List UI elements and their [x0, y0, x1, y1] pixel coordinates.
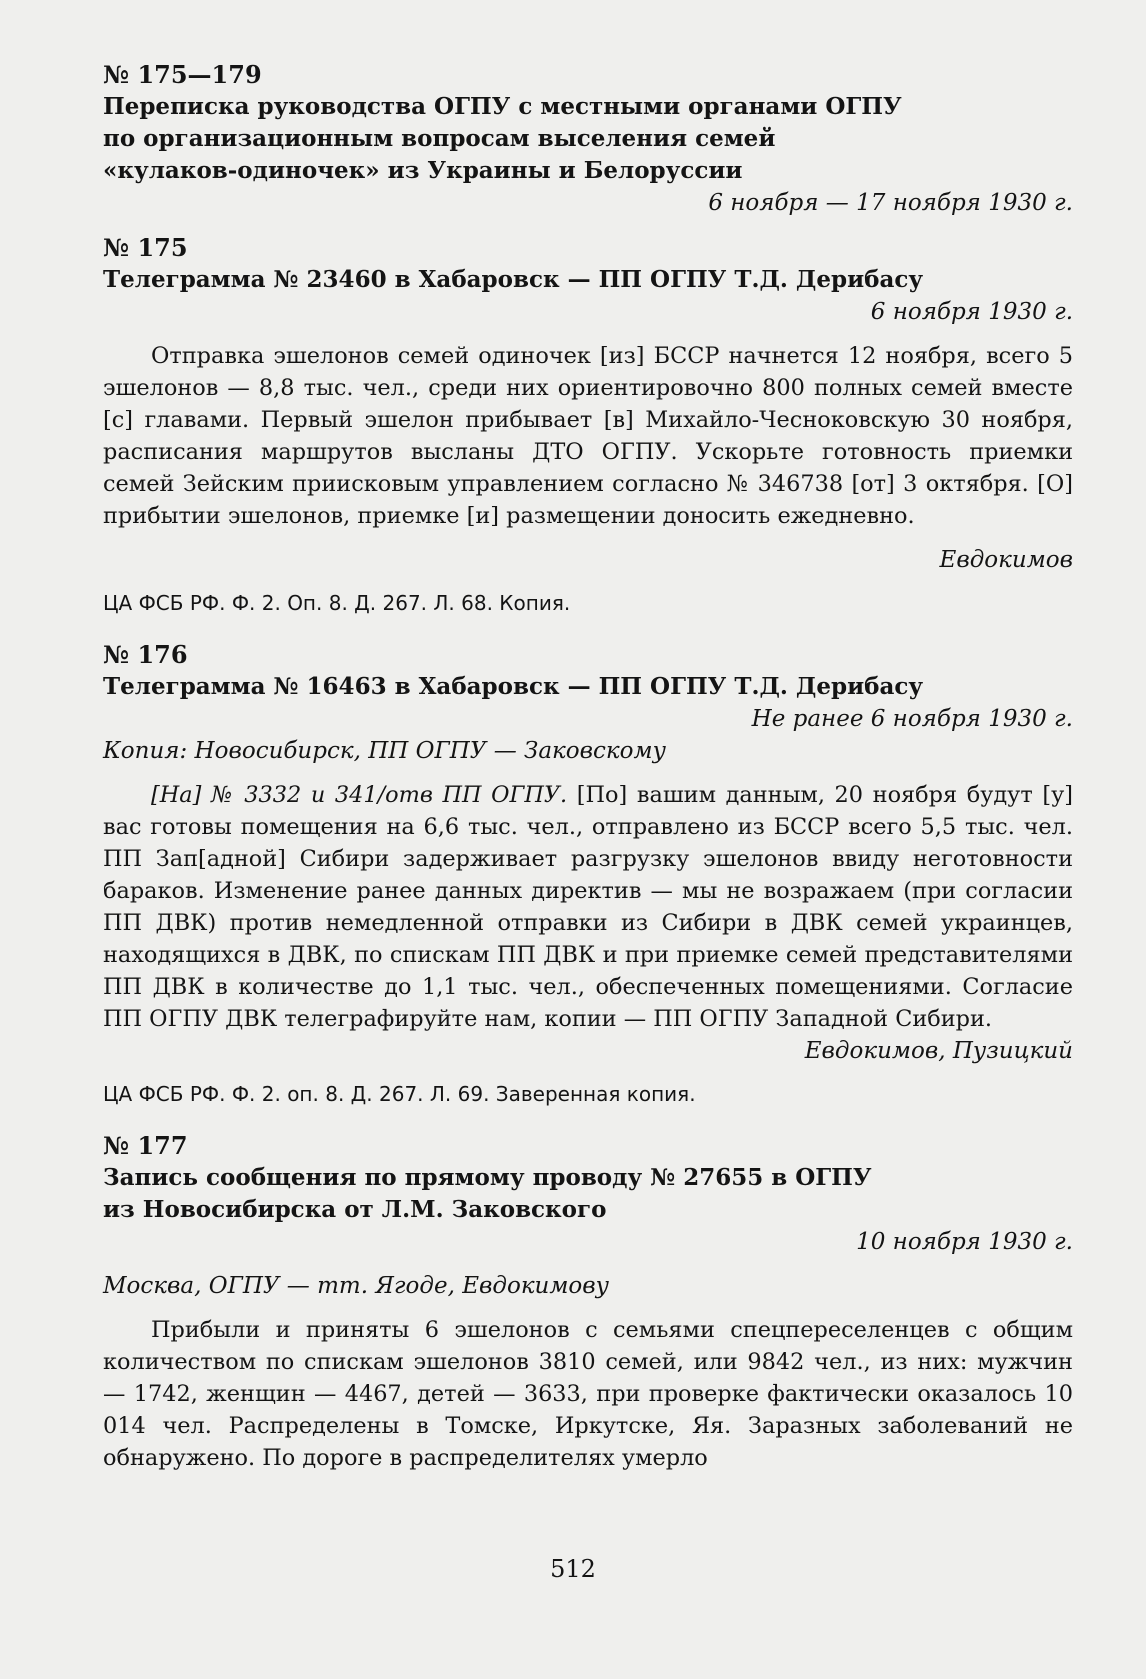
doc-176-signature: Евдокимов, Пузицкий: [804, 1038, 1073, 1064]
doc-177-title-line-1: Запись сообщения по прямому проводу № 27655 в ОГПУ: [103, 1164, 872, 1191]
doc-175-title: Телеграмма № 23460 в Хабаровск — ПП ОГПУ Т.Д. Дерибасу: [103, 266, 924, 293]
doc-175-body: Отправка эшелонов семей одиночек [из] БССР начнется 12 ноября, всего 5 эшелонов — 8,8 тыс. чел., среди них ориентировочно 800 полных семей вместе [с] главами. Первый эшелон прибывает [в] Михайло-Чесноковскую 30 ноября, расписания маршрутов высланы ДТО ОГПУ. Ускорьте готовность приемки семей Зейским приисковым управлением согласно № 346738 [от] 3 октября. [О] прибытии эшелонов, приемке [и] размещении доносить ежедневно.: [103, 343, 1073, 529]
collection-title-line-1: Переписка руководства ОГПУ с местными органами ОГПУ: [103, 93, 902, 120]
doc-176-source: ЦА ФСБ РФ. Ф. 2. оп. 8. Д. 267. Л. 69. Заверенная копия.: [103, 1082, 696, 1106]
doc-176-number: № 176: [103, 640, 188, 669]
document-page: [103, 58, 1073, 1474]
page-number: 512: [550, 1555, 596, 1583]
collection-date: 6 ноября — 17 ноября 1930 г.: [708, 190, 1073, 216]
doc-177-number: № 177: [103, 1131, 188, 1160]
doc-175-number: № 175: [103, 233, 188, 262]
doc-176-body: [103, 779, 1073, 1035]
doc-177-address: Москва, ОГПУ — тт. Ягоде, Евдокимову: [103, 1273, 610, 1299]
collection-title-line-2: по организационным вопросам выселения семей: [103, 125, 776, 152]
doc-176-date: Не ранее 6 ноября 1930 г.: [751, 706, 1073, 732]
collection-number: № 175—179: [103, 60, 262, 89]
doc-175-source: ЦА ФСБ РФ. Ф. 2. Оп. 8. Д. 267. Л. 68. Копия.: [103, 591, 571, 615]
doc-177-title-line-2: из Новосибирска от Л.М. Заковского: [103, 1196, 607, 1223]
doc-176-body-text: [По] вашим данным, 20 ноября будут [у] вас готовы помещения на 6,6 тыс. чел., отправлено из БССР всего 5,5 тыс. чел. ПП Зап[адной] Сибири задерживает разгрузку эшелонов ввиду неготовности бараков. Изменение ранее данных директив — мы не возражаем (при согласии ПП ДВК) против немедленной отправки из Сибири в ДВК семей украинцев, находящихся в ДВК, по спискам ПП ДВК и при приемке семей представителями ПП ДВК в количестве до 1,1 тыс. чел., обеспеченных помещениями. Согласие ПП ОГПУ ДВК телеграфируйте нам, копии — ПП ОГПУ Западной Сибири.: [103, 782, 1073, 1032]
doc-176-body-lead: [На] № 3332 и 341/отв ПП ОГПУ.: [151, 782, 568, 808]
doc-177-date: 10 ноября 1930 г.: [856, 1229, 1073, 1255]
collection-title-line-3: «кулаков-одиночек» из Украины и Белоруссии: [103, 157, 743, 184]
doc-175-date: 6 ноября 1930 г.: [870, 299, 1073, 325]
doc-176-copy-line: Копия: Новосибирск, ПП ОГПУ — Заковскому: [103, 738, 666, 764]
doc-175-signature: Евдокимов: [939, 547, 1073, 573]
doc-177-body: Прибыли и приняты 6 эшелонов с семьями спецпереселенцев с общим количеством по спискам эшелонов 3810 семей, или 9842 чел., из них: мужчин — 1742, женщин — 4467, детей — 3633, при проверке фактически оказалось 10 014 чел. Распределены в Томске, Иркутске, Яя. Заразных заболеваний не обнаружено. По дороге в распределителях умерло: [103, 1317, 1073, 1471]
doc-176-title: Телеграмма № 16463 в Хабаровск — ПП ОГПУ Т.Д. Дерибасу: [103, 673, 924, 700]
